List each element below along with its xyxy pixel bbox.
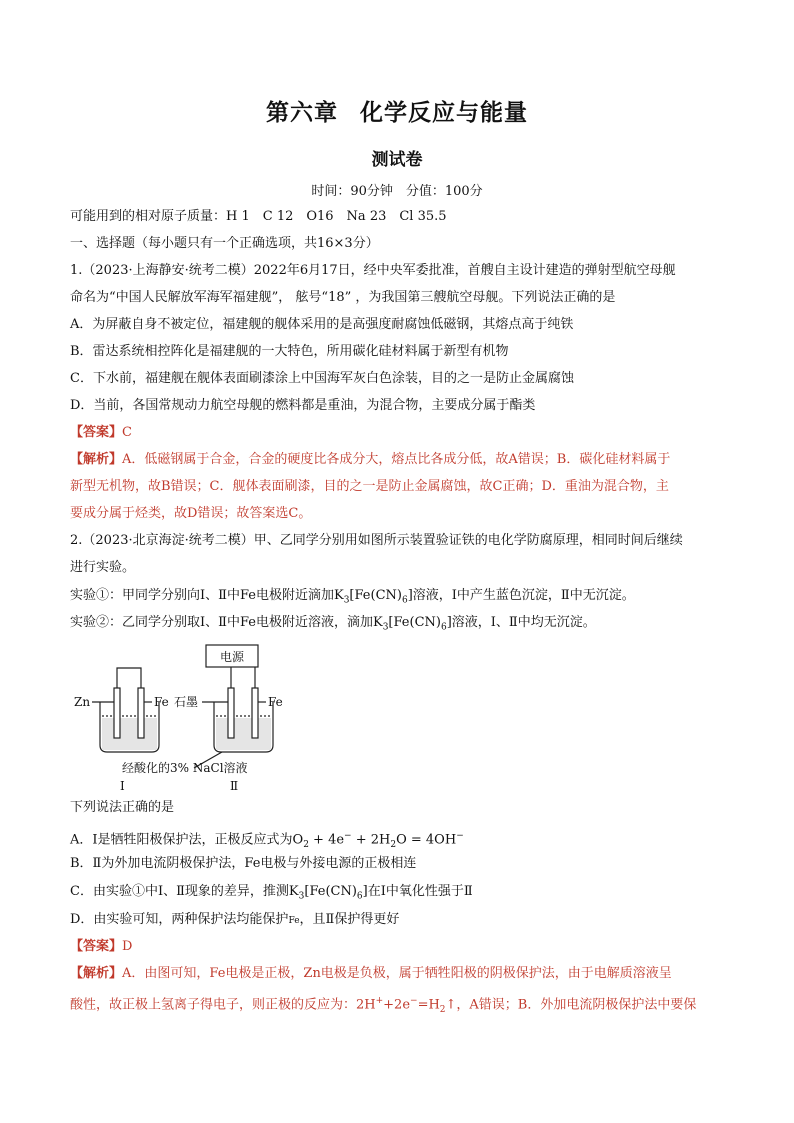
sub-6: 6 (440, 622, 447, 633)
wire-1 (117, 668, 141, 688)
q1-option-a: A．为屏蔽自身不被定位，福建舰的舰体采用的是高强度耐腐蚀低磁钢，其熔点高于纯铁 (70, 317, 574, 332)
an2-e: +2e (383, 997, 411, 1013)
answer-value: C (122, 425, 132, 440)
opt-a-pre: A．Ⅰ是牺牲阳极保护法，正极反应式为O (70, 832, 304, 848)
sub-3: 3 (298, 891, 305, 902)
q1-analysis-line3: 要成分属于烃类，故D错误；故答案选C。 (70, 506, 312, 521)
q2-analysis-line1 (70, 964, 730, 984)
solution-1 (102, 718, 157, 750)
q1-answer (70, 423, 730, 443)
q1-analysis-line2: 新型无机物，故B错误；C．舰体表面刷漆，目的之一是防止金属腐蚀，故C正确；D．重油为混合物，主 (70, 479, 669, 494)
zn-electrode (114, 688, 120, 738)
q1-analysis-line1 (70, 450, 730, 470)
q2-answer (70, 937, 730, 957)
sub-3: 3 (382, 622, 389, 633)
analysis-text: A．由图可知，Fe电极是正极，Zn电极是负极，属于牺牲阳极的阴极保护法，由于电解质溶液呈 (122, 966, 672, 981)
opt-d-post: ，且Ⅱ保护得更好 (299, 912, 400, 927)
sup-plus: + (375, 996, 384, 1006)
an2-h: =H (417, 997, 440, 1013)
zn-label: Zn (74, 695, 91, 709)
time-score-info: 时间：90分钟 分值：100分 (311, 184, 483, 199)
fe-cn: [Fe(CN) (349, 588, 402, 603)
fe-label-2: Fe (268, 695, 283, 709)
sub-6: 6 (356, 891, 363, 902)
cell-1-label: Ⅰ (120, 779, 125, 793)
opt-a-oh: O = 4OH (396, 832, 457, 848)
q1-option-d: D．当前，各国常规动力航空母舰的燃料都是重油，为混合物，主要成分属于酯类 (70, 398, 536, 413)
sup-minus: − (344, 831, 352, 841)
q2-experiment-2 (70, 613, 730, 638)
answer-value: D (122, 939, 133, 954)
chapter-name: 化学反应与能量 (360, 100, 528, 126)
bracket: ] (446, 615, 452, 630)
analysis-text: A．低磁钢属于合金，合金的硬度比各成分大，熔点比各成分低，故A错误；B．碳化硅材料属于 (122, 452, 671, 467)
fe-electrode-1 (138, 688, 144, 738)
electrochemistry-apparatus-figure (72, 640, 302, 795)
answer-tag: 【答案】 (70, 425, 123, 440)
q2-analysis-line2 (70, 991, 730, 1020)
q2-experiment-1 (70, 586, 730, 611)
q2-stem-line1: 2.（2023·北京海淀·统考二模）甲、乙同学分别用如图所示装置验证铁的电化学防腐原理，相同时间后继续 (70, 533, 683, 548)
fe-cn: [Fe(CN) (388, 615, 441, 630)
sup-minus: − (456, 831, 464, 841)
atomic-masses: 可能用到的相对原子质量：H 1 C 12 O16 Na 23 Cl 35.5 (70, 209, 447, 224)
q2-option-c (70, 882, 730, 907)
exp2-text-pre: 实验②：乙同学分别取Ⅰ、Ⅱ中Fe电极附近溶液，滴加K (70, 615, 383, 630)
q2-option-a (70, 826, 730, 855)
opt-a-h: + 2H (351, 832, 391, 848)
chapter-title (0, 94, 794, 127)
opt-d-fe: Fe (288, 916, 300, 926)
opt-c-pre: C．由实验①中Ⅰ、Ⅱ现象的差异，推测K (70, 884, 299, 899)
sup-minus: − (410, 996, 418, 1006)
sub-2: 2 (303, 839, 309, 850)
q1-option-b: B．雷达系统相控阵化是福建舰的一大特色，所用碳化硅材料属于新型有机物 (70, 344, 509, 359)
an2-pre: 酸性，故正极上氢离子得电子，则正极的反应为：2H (70, 997, 376, 1013)
analysis-tag: 【解析】 (70, 452, 123, 467)
exp1-text-post: 溶液，Ⅰ中产生蓝色沉淀，Ⅱ中无沉淀。 (412, 588, 635, 603)
sub-3: 3 (343, 595, 350, 606)
sub-6: 6 (401, 595, 408, 606)
sub-2: 2 (390, 839, 397, 850)
bracket: ] (407, 588, 413, 603)
q1-stem-line2: 命名为“中国人民解放军海军福建舰”， 舷号“18” ，为我国第三艘航空母舰。下列说法正确的是 (70, 290, 616, 305)
sub-2: 2 (439, 1004, 446, 1015)
q2-option-b: B．Ⅱ为外加电流阴极保护法，Fe电极与外接电源的正极相连 (70, 856, 417, 871)
exp2-text-post: 溶液，Ⅰ、Ⅱ中均无沉淀。 (451, 615, 596, 630)
chapter-number: 第六章 (266, 100, 338, 126)
test-subtitle: 测试卷 (371, 150, 423, 170)
q1-stem-line1: 1.（2023·上海静安·统考二模）2022年6月17日，经中央军委批准，首艘自主设计建造的弹射型航空母舰 (70, 263, 676, 278)
bracket: ] (362, 884, 368, 899)
graphite-electrode (228, 688, 234, 738)
opt-a-e: + 4e (308, 832, 345, 848)
solution-2 (216, 718, 271, 750)
analysis-tag: 【解析】 (70, 966, 123, 981)
answer-tag: 【答案】 (70, 939, 123, 954)
an2-post: ↑，A错误；B．外加电流阴极保护法中要保 (445, 997, 697, 1013)
q1-option-c: C．下水前，福建舰在舰体表面刷漆涂上中国海军灰白色涂装，目的之一是防止金属腐蚀 (70, 371, 574, 386)
cell-1 (92, 668, 159, 752)
fe-cn: [Fe(CN) (304, 884, 357, 899)
q2-option-d (70, 910, 730, 931)
graphite-label: 石墨 (174, 695, 199, 709)
opt-d-pre: D．由实验可知，两种保护法均能保护 (70, 912, 289, 927)
power-label: 电源 (219, 650, 245, 664)
q2-prompt: 下列说法正确的是 (70, 800, 175, 815)
exp1-text-pre: 实验①：甲同学分别向Ⅰ、Ⅱ中Fe电极附近滴加K (70, 588, 344, 603)
fe-label-1: Fe (154, 695, 169, 709)
solution-label: 经酸化的3% NaCl溶液 (122, 761, 248, 775)
opt-c-post: 在Ⅰ中氧化性强于Ⅱ (367, 884, 473, 899)
section-heading: 一、选择题（每小题只有一个正确选项，共16×3分） (70, 236, 379, 251)
cell-2-label: Ⅱ (230, 779, 239, 793)
fe-electrode-2 (252, 688, 258, 738)
q2-stem-line2: 进行实验。 (70, 560, 136, 575)
